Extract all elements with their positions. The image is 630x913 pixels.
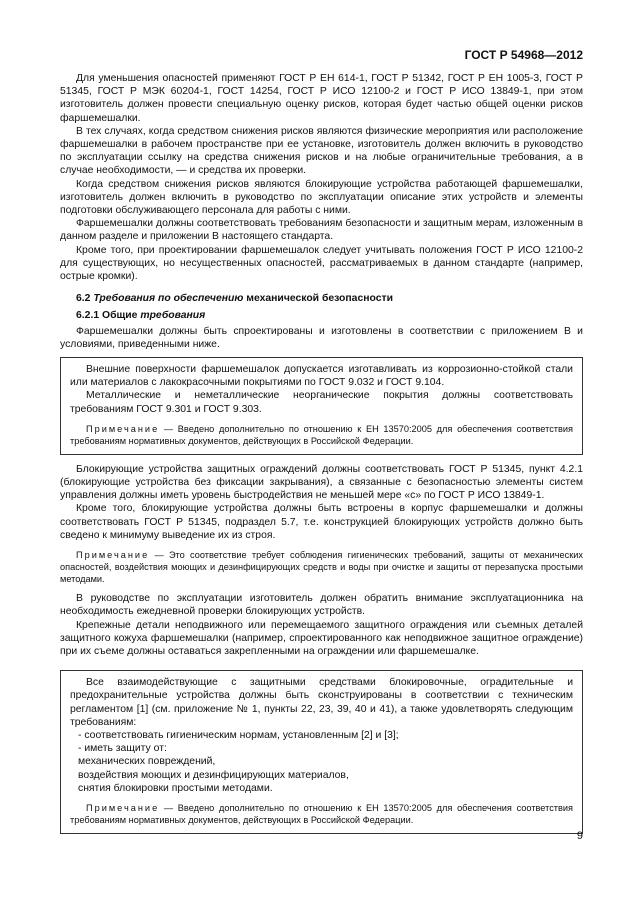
- paragraph: В руководстве по эксплуатации изготовитель должен обратить внимание эксплуатационника на необходимость ежедневной проверки блокирующих устройств.: [60, 593, 583, 618]
- note-text: — Введено дополнительно по отношению к ЕН 13570:2005 для обеспечения соответствия требованиям нормативных документов, действующих в Российской Федерации.: [70, 802, 573, 825]
- note-text: — Это соответствие требует соблюдения гигиенических требований, защиты от механических опасностей, воздействия моющих и дезинфицирующих средств и воды при очистке и защиты от перезапуска простыми методами.: [60, 550, 584, 585]
- page-content: [60, 72, 583, 842]
- list-item: снятия блокировки простыми методами.: [78, 782, 273, 794]
- note-label: Примечание: [76, 550, 150, 561]
- note: [70, 423, 573, 447]
- paragraph: Для уменьшения опасностей применяют ГОСТ Р ЕН 614-1, ГОСТ Р 51342, ГОСТ Р ЕН 1005-3, ГОСТ Р 51345, ГОСТ Р МЭК 60204-1, ГОСТ 14254, ГОСТ Р ИСО 12100-2 и ГОСТ Р ИСО 13849-1, при этом изготовитель должен провести специальную оценку рисков, которая будет частью общей оценки рисков фаршемешалки.: [60, 73, 583, 124]
- framed-insert-1: [60, 357, 583, 455]
- paragraph: Когда средством снижения рисков являются блокирующие устройства работающей фаршемешалки, изготовитель должен включить в руководство по эксплуатации описание этих устройств и элементы подготовки обслуживающего персонала для работы с ними.: [60, 178, 583, 217]
- list-item: механических повреждений,: [78, 756, 216, 768]
- list-item: воздействия моющих и дезинфицирующих материалов,: [78, 769, 349, 781]
- note: [60, 549, 583, 585]
- note-label: Примечание: [86, 423, 160, 434]
- paragraph: В тех случаях, когда средством снижения рисков являются физические мероприятия или расположение фаршемешалки в рабочем пространстве при ее установке, изготовитель должен включить в руководство по эксплуатации ссылку на средства снижения рисков и на любые ограничительные требования, а в случае необходимости, — и средства их проверки.: [60, 125, 583, 177]
- paragraph: Кроме того, блокирующие устройства должны быть встроены в корпус фаршемешалки и должны соответствовать ГОСТ Р 51345, подраздел 5.7, т.е. конструкцией блокирующих устройств должно быть сведено к минимуму выведение их из строя.: [60, 503, 583, 541]
- section-title-italic: Требования по обеспечению: [93, 293, 244, 305]
- section-title-italic: требования: [140, 310, 206, 322]
- paragraph: Блокирующие устройства защитных ограждений должны соответствовать ГОСТ Р 51345, пункт 4.2.1 (блокирующие устройства без фиксации закрывания), а связанные с безопасностью элементы систем управления должны иметь уровень быстродействия не меньшей мере «с» по ГОСТ Р ИСО 13849-1.: [60, 463, 583, 502]
- section-title-rest: механической безопасности: [246, 293, 393, 305]
- page-number: 9: [576, 830, 583, 842]
- note-label: Примечание: [86, 802, 160, 813]
- section-number: 6.2.1 Общие: [76, 310, 138, 322]
- note: [70, 802, 573, 826]
- list-item: - иметь защиту от:: [78, 743, 167, 755]
- paragraph: Кроме того, при проектировании фаршемешалок следует учитывать положения ГОСТ Р ИСО 12100-2 для существующих, но несущественных опасностей, рассматриваемых в данном стандарте (например, острые кромки).: [60, 244, 583, 283]
- section-heading-6-2-1: [60, 309, 583, 322]
- paragraph: Крепежные детали неподвижного или перемещаемого защитного ограждения или съемных деталей защитного кожуха фаршемешалки (например, спроектированного как неподвижное защитное ограждение) при их съеме должны оставаться закрепленными на ограждении или фаршемешалке.: [60, 619, 583, 657]
- paragraph: Фаршемешалки должны быть спроектированы и изготовлены в соответствии с приложением В и условиями, приведенными ниже.: [60, 325, 583, 350]
- list-item: - соответствовать гигиеническим нормам, установленным [2] и [3];: [78, 729, 399, 741]
- section-number: 6.2: [76, 293, 91, 305]
- paragraph: Внешние поверхности фаршемешалок допускается изготавливать из коррозионно-стойкой стали или материалов с лакокрасочными покрытиями по ГОСТ 9.032 и ГОСТ 9.104.: [70, 364, 573, 389]
- framed-insert-2: [60, 670, 583, 834]
- paragraph: Металлические и неметаллические неорганические покрытия должны соответствовать требованиям ГОСТ 9.301 и ГОСТ 9.303.: [70, 390, 573, 415]
- document-code: ГОСТ Р 54968—2012: [464, 48, 583, 62]
- note-text: — Введено дополнительно по отношению к ЕН 13570:2005 для обеспечения соответствия требованиям нормативных документов, действующих в Российской Федерации.: [70, 423, 573, 446]
- paragraph: Все взаимодействующие с защитными средствами блокировочные, оградительные и предохранительные устройства должны быть сконструированы в соответствии с техническим регламентом [1] (см. приложение № 1, пункты 22, 23, 39, 40 и 41), а также удовлетворять следующим требованиям:: [70, 677, 573, 728]
- section-heading-6-2: [60, 292, 583, 305]
- paragraph: Фаршемешалки должны соответствовать требованиям безопасности и защитным мерам, изложенным в данном разделе и приложении В настоящего стандарта.: [60, 218, 583, 243]
